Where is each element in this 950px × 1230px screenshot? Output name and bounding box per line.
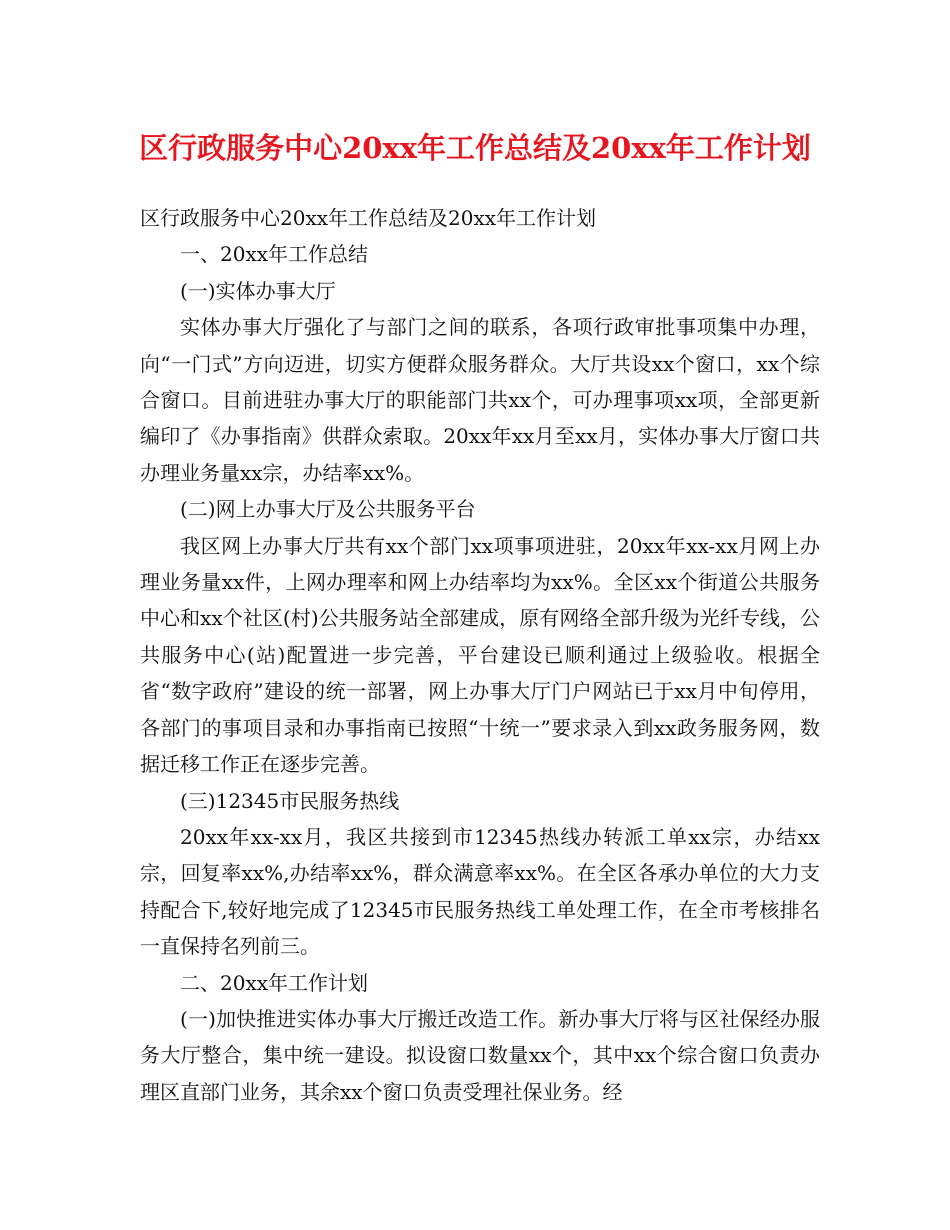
section-heading-plan: 二、20xx年工作计划 — [180, 970, 369, 995]
body-paragraph: 20xx年xx-xx月，我区共接到市12345热线办转派工单xx宗，办结xx宗，回复率xx%,办结率xx%，群众满意率xx%。在全区各承办单位的大力支持配合下,较好地完成了12345市民服务热线工单处理工作，在全市考核排名一直保持名列前三。 — [140, 824, 820, 959]
subsection-heading-online: (二)网上办事大厅及公共服务平台 — [180, 497, 476, 522]
document-title: 区行政服务中心20xx年工作总结及20xx年工作计划 — [139, 131, 811, 165]
subsection-heading-hotline: (三)12345市民服务热线 — [180, 788, 400, 813]
subsection-heading-hall: (一)实体办事大厅 — [180, 278, 336, 303]
document-body — [140, 200, 820, 1110]
section-heading-summary: 一、20xx年工作总结 — [180, 242, 369, 267]
body-paragraph: 实体办事大厅强化了与部门之间的联系，各项行政审批事项集中办理，向“一门式”方向迈进，切实方便群众服务群众。大厅共设xx个窗口，xx个综合窗口。目前进驻办事大厅的职能部门共xx个，可办理事项xx项，全部更新编印了《办事指南》供群众索取。20xx年xx月至xx月，实体办事大厅窗口共办理业务量xx宗，办结率xx%。 — [140, 315, 820, 485]
body-paragraph: (一)加快推进实体办事大厅搬迁改造工作。新办事大厅将与区社保经办服务大厅整合，集中统一建设。拟设窗口数量xx个，其中xx个综合窗口负责办理区直部门业务，其余xx个窗口负责受理社保业务。经 — [140, 1006, 820, 1104]
body-paragraph-subtitle: 区行政服务中心20xx年工作总结及20xx年工作计划 — [140, 206, 597, 230]
body-paragraph: 我区网上办事大厅共有xx个部门xx项事项进驻，20xx年xx-xx月网上办理业务量xx件，上网办理率和网上办结率均为xx%。全区xx个街道公共服务中心和xx个社区(村)公共服务站全部建成，原有网络全部升级为光纤专线，公共服务中心(站)配置进一步完善，平台建设已顺利通过上级验收。根据全省“数字政府”建设的统一部署，网上办事大厅门户网站已于xx月中旬停用，各部门的事项目录和办事指南已按照“十统一”要求录入到xx政务服务网，数据迁移工作正在逐步完善。 — [140, 533, 820, 777]
